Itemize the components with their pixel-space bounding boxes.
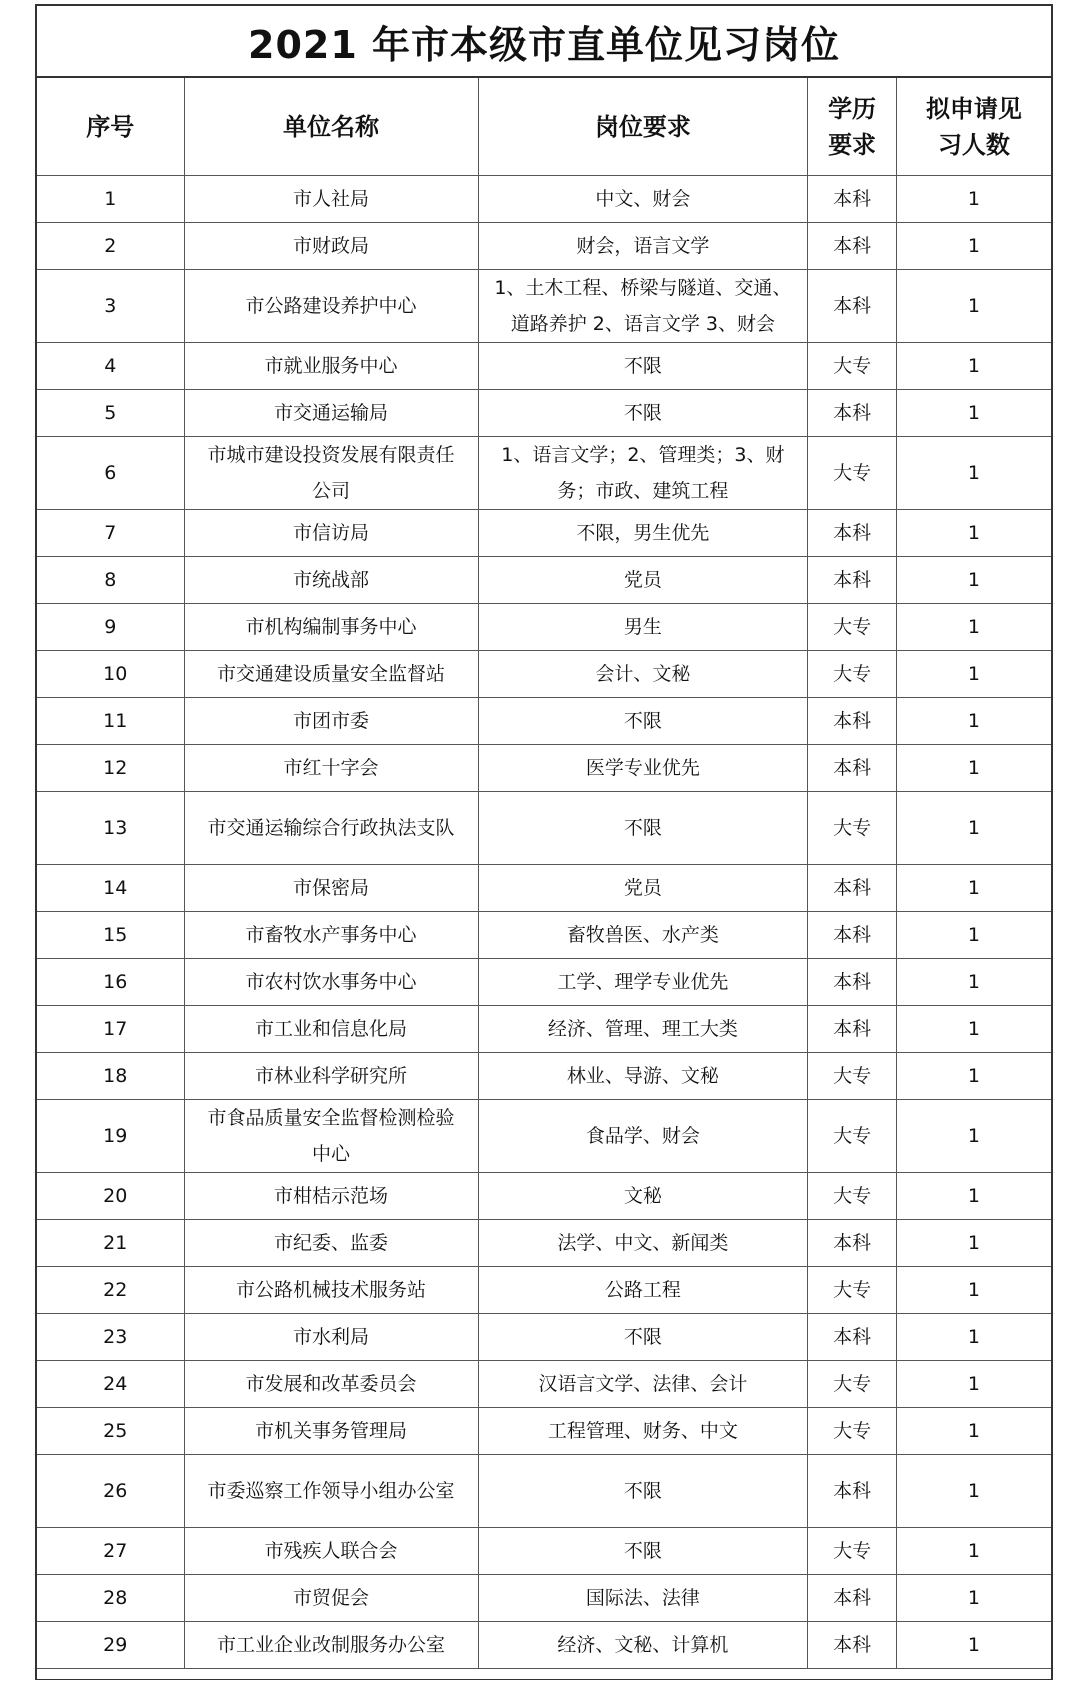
- row-position-requirements: 不限: [478, 390, 808, 437]
- row-position-requirements: 男生: [478, 604, 808, 651]
- row-education-requirement: 本科: [808, 510, 897, 557]
- row-serial-number: 5: [37, 390, 184, 437]
- row-education-requirement: 本科: [808, 698, 897, 745]
- row-position-requirements: 1、语言文学；2、管理类；3、财务；市政、建筑工程: [478, 437, 808, 510]
- row-serial-number: 9: [37, 604, 184, 651]
- row-applicant-count: 1: [896, 651, 1051, 698]
- row-applicant-count: 1: [896, 176, 1051, 223]
- row-applicant-count: 1: [896, 604, 1051, 651]
- header-applicant-count: 拟申请见习人数: [896, 78, 1051, 176]
- row-unit-name: 市交通建设质量安全监督站: [184, 651, 478, 698]
- table-row: [37, 390, 1051, 437]
- table-header-row: [37, 78, 1051, 176]
- row-education-requirement: 本科: [808, 745, 897, 792]
- row-position-requirements: 法学、中文、新闻类: [478, 1220, 808, 1267]
- row-education-requirement: 大专: [808, 1100, 897, 1173]
- row-unit-name: 市统战部: [184, 557, 478, 604]
- table-row: [37, 1455, 1051, 1528]
- table-row: [37, 745, 1051, 792]
- row-serial-number: 1: [37, 176, 184, 223]
- row-education-requirement: 本科: [808, 390, 897, 437]
- table-row: [37, 1220, 1051, 1267]
- row-unit-name: 市保密局: [184, 865, 478, 912]
- table-row: [37, 1575, 1051, 1622]
- row-serial-number: 13: [37, 792, 184, 865]
- table-row: [37, 651, 1051, 698]
- row-unit-name: 市食品质量安全监督检测检验中心: [184, 1100, 478, 1173]
- row-education-requirement: 本科: [808, 223, 897, 270]
- row-serial-number: 22: [37, 1267, 184, 1314]
- row-applicant-count: 1: [896, 270, 1051, 343]
- row-applicant-count: 1: [896, 343, 1051, 390]
- row-serial-number: 26: [37, 1455, 184, 1528]
- row-unit-name: 市机关事务管理局: [184, 1408, 478, 1455]
- row-education-requirement: 大专: [808, 604, 897, 651]
- row-education-requirement: 本科: [808, 270, 897, 343]
- row-serial-number: 3: [37, 270, 184, 343]
- row-education-requirement: 本科: [808, 1622, 897, 1669]
- row-education-requirement: 大专: [808, 651, 897, 698]
- row-applicant-count: 1: [896, 1361, 1051, 1408]
- table-row: [37, 698, 1051, 745]
- table-row: [37, 1314, 1051, 1361]
- row-serial-number: 23: [37, 1314, 184, 1361]
- row-education-requirement: 本科: [808, 912, 897, 959]
- row-education-requirement: 大专: [808, 1173, 897, 1220]
- row-unit-name: 市工业和信息化局: [184, 1006, 478, 1053]
- row-education-requirement: 大专: [808, 792, 897, 865]
- row-position-requirements: 不限: [478, 343, 808, 390]
- row-applicant-count: 1: [896, 912, 1051, 959]
- row-unit-name: 市机构编制事务中心: [184, 604, 478, 651]
- row-applicant-count: 1: [896, 1528, 1051, 1575]
- row-unit-name: 市水利局: [184, 1314, 478, 1361]
- row-serial-number: 27: [37, 1528, 184, 1575]
- row-applicant-count: 1: [896, 223, 1051, 270]
- row-position-requirements: 工程管理、财务、中文: [478, 1408, 808, 1455]
- row-education-requirement: 本科: [808, 1220, 897, 1267]
- row-unit-name: 市发展和改革委员会: [184, 1361, 478, 1408]
- row-position-requirements: 财会，语言文学: [478, 223, 808, 270]
- row-serial-number: 29: [37, 1622, 184, 1669]
- row-position-requirements: 1、土木工程、桥梁与隧道、交通、道路养护 2、语言文学 3、财会: [478, 270, 808, 343]
- row-education-requirement: 本科: [808, 1006, 897, 1053]
- row-serial-number: 15: [37, 912, 184, 959]
- table-row: [37, 1100, 1051, 1173]
- row-position-requirements: 文秘: [478, 1173, 808, 1220]
- row-serial-number: 28: [37, 1575, 184, 1622]
- row-position-requirements: 党员: [478, 865, 808, 912]
- row-serial-number: 17: [37, 1006, 184, 1053]
- row-education-requirement: 大专: [808, 343, 897, 390]
- table-row: [37, 1006, 1051, 1053]
- table-row: [37, 959, 1051, 1006]
- table-row: [37, 604, 1051, 651]
- row-position-requirements: 食品学、财会: [478, 1100, 808, 1173]
- row-serial-number: 20: [37, 1173, 184, 1220]
- row-unit-name: 市红十字会: [184, 745, 478, 792]
- row-unit-name: 市畜牧水产事务中心: [184, 912, 478, 959]
- row-unit-name: 市公路机械技术服务站: [184, 1267, 478, 1314]
- table-row: [37, 912, 1051, 959]
- row-serial-number: 16: [37, 959, 184, 1006]
- row-position-requirements: 党员: [478, 557, 808, 604]
- row-position-requirements: 不限，男生优先: [478, 510, 808, 557]
- row-education-requirement: 大专: [808, 1361, 897, 1408]
- row-position-requirements: 不限: [478, 1528, 808, 1575]
- table-row: [37, 1173, 1051, 1220]
- table-row: [37, 557, 1051, 604]
- row-education-requirement: 大专: [808, 1053, 897, 1100]
- row-education-requirement: 本科: [808, 1455, 897, 1528]
- row-applicant-count: 1: [896, 1622, 1051, 1669]
- row-applicant-count: 1: [896, 1314, 1051, 1361]
- row-education-requirement: 本科: [808, 959, 897, 1006]
- row-applicant-count: 1: [896, 1408, 1051, 1455]
- row-serial-number: 8: [37, 557, 184, 604]
- row-position-requirements: 不限: [478, 1455, 808, 1528]
- table-row: [37, 792, 1051, 865]
- row-serial-number: 11: [37, 698, 184, 745]
- row-applicant-count: 1: [896, 510, 1051, 557]
- row-unit-name: 市纪委、监委: [184, 1220, 478, 1267]
- row-unit-name: 市农村饮水事务中心: [184, 959, 478, 1006]
- row-serial-number: 4: [37, 343, 184, 390]
- row-position-requirements: 不限: [478, 1314, 808, 1361]
- row-serial-number: 2: [37, 223, 184, 270]
- table-row: [37, 1622, 1051, 1669]
- row-applicant-count: 1: [896, 437, 1051, 510]
- row-serial-number: 18: [37, 1053, 184, 1100]
- row-position-requirements: 不限: [478, 792, 808, 865]
- row-applicant-count: 1: [896, 698, 1051, 745]
- row-applicant-count: 1: [896, 1100, 1051, 1173]
- row-serial-number: 21: [37, 1220, 184, 1267]
- row-position-requirements: 畜牧兽医、水产类: [478, 912, 808, 959]
- header-serial-number: 序号: [37, 78, 184, 176]
- row-unit-name: 市团市委: [184, 698, 478, 745]
- row-applicant-count: 1: [896, 1006, 1051, 1053]
- table-row: [37, 437, 1051, 510]
- row-unit-name: 市财政局: [184, 223, 478, 270]
- table-row: [37, 510, 1051, 557]
- row-education-requirement: 本科: [808, 557, 897, 604]
- table-row: [37, 1267, 1051, 1314]
- document-sheet: [35, 4, 1053, 1680]
- row-applicant-count: 1: [896, 1267, 1051, 1314]
- table-row: [37, 223, 1051, 270]
- header-position-requirements: 岗位要求: [478, 78, 808, 176]
- row-applicant-count: 1: [896, 1455, 1051, 1528]
- table-row: [37, 1361, 1051, 1408]
- row-education-requirement: 大专: [808, 437, 897, 510]
- row-education-requirement: 本科: [808, 1575, 897, 1622]
- row-position-requirements: 林业、导游、文秘: [478, 1053, 808, 1100]
- row-education-requirement: 本科: [808, 1314, 897, 1361]
- table-row: [37, 1408, 1051, 1455]
- row-position-requirements: 国际法、法律: [478, 1575, 808, 1622]
- row-position-requirements: 公路工程: [478, 1267, 808, 1314]
- row-serial-number: 10: [37, 651, 184, 698]
- row-education-requirement: 大专: [808, 1528, 897, 1575]
- row-applicant-count: 1: [896, 1053, 1051, 1100]
- row-unit-name: 市工业企业改制服务办公室: [184, 1622, 478, 1669]
- header-unit-name: 单位名称: [184, 78, 478, 176]
- row-applicant-count: 1: [896, 390, 1051, 437]
- row-applicant-count: 1: [896, 792, 1051, 865]
- row-applicant-count: 1: [896, 557, 1051, 604]
- table-body: [37, 176, 1051, 1669]
- row-unit-name: 市公路建设养护中心: [184, 270, 478, 343]
- row-applicant-count: 1: [896, 865, 1051, 912]
- row-applicant-count: 1: [896, 1575, 1051, 1622]
- row-unit-name: 市人社局: [184, 176, 478, 223]
- row-unit-name: 市交通运输局: [184, 390, 478, 437]
- row-applicant-count: 1: [896, 1173, 1051, 1220]
- row-position-requirements: 汉语言文学、法律、会计: [478, 1361, 808, 1408]
- row-applicant-count: 1: [896, 959, 1051, 1006]
- row-education-requirement: 大专: [808, 1267, 897, 1314]
- row-position-requirements: 医学专业优先: [478, 745, 808, 792]
- row-serial-number: 12: [37, 745, 184, 792]
- table-row: [37, 176, 1051, 223]
- table-row: [37, 1053, 1051, 1100]
- row-applicant-count: 1: [896, 1220, 1051, 1267]
- row-unit-name: 市就业服务中心: [184, 343, 478, 390]
- table-row: [37, 270, 1051, 343]
- row-education-requirement: 本科: [808, 865, 897, 912]
- table-row: [37, 865, 1051, 912]
- row-serial-number: 25: [37, 1408, 184, 1455]
- table-row: [37, 343, 1051, 390]
- row-serial-number: 6: [37, 437, 184, 510]
- row-position-requirements: 经济、管理、理工大类: [478, 1006, 808, 1053]
- row-position-requirements: 会计、文秘: [478, 651, 808, 698]
- row-unit-name: 市交通运输综合行政执法支队: [184, 792, 478, 865]
- row-position-requirements: 经济、文秘、计算机: [478, 1622, 808, 1669]
- row-serial-number: 14: [37, 865, 184, 912]
- row-applicant-count: 1: [896, 745, 1051, 792]
- row-unit-name: 市信访局: [184, 510, 478, 557]
- header-education-requirement: 学历要求: [808, 78, 897, 176]
- row-unit-name: 市林业科学研究所: [184, 1053, 478, 1100]
- row-position-requirements: 中文、财会: [478, 176, 808, 223]
- row-unit-name: 市委巡察工作领导小组办公室: [184, 1455, 478, 1528]
- table-row: [37, 1528, 1051, 1575]
- row-unit-name: 市城市建设投资发展有限责任公司: [184, 437, 478, 510]
- document-title: 2021 年市本级市直单位见习岗位: [37, 6, 1051, 78]
- row-unit-name: 市贸促会: [184, 1575, 478, 1622]
- row-education-requirement: 大专: [808, 1408, 897, 1455]
- row-unit-name: 市柑桔示范场: [184, 1173, 478, 1220]
- row-position-requirements: 不限: [478, 698, 808, 745]
- positions-table: [37, 78, 1051, 1669]
- row-position-requirements: 工学、理学专业优先: [478, 959, 808, 1006]
- row-unit-name: 市残疾人联合会: [184, 1528, 478, 1575]
- row-serial-number: 24: [37, 1361, 184, 1408]
- row-education-requirement: 本科: [808, 176, 897, 223]
- row-serial-number: 7: [37, 510, 184, 557]
- row-serial-number: 19: [37, 1100, 184, 1173]
